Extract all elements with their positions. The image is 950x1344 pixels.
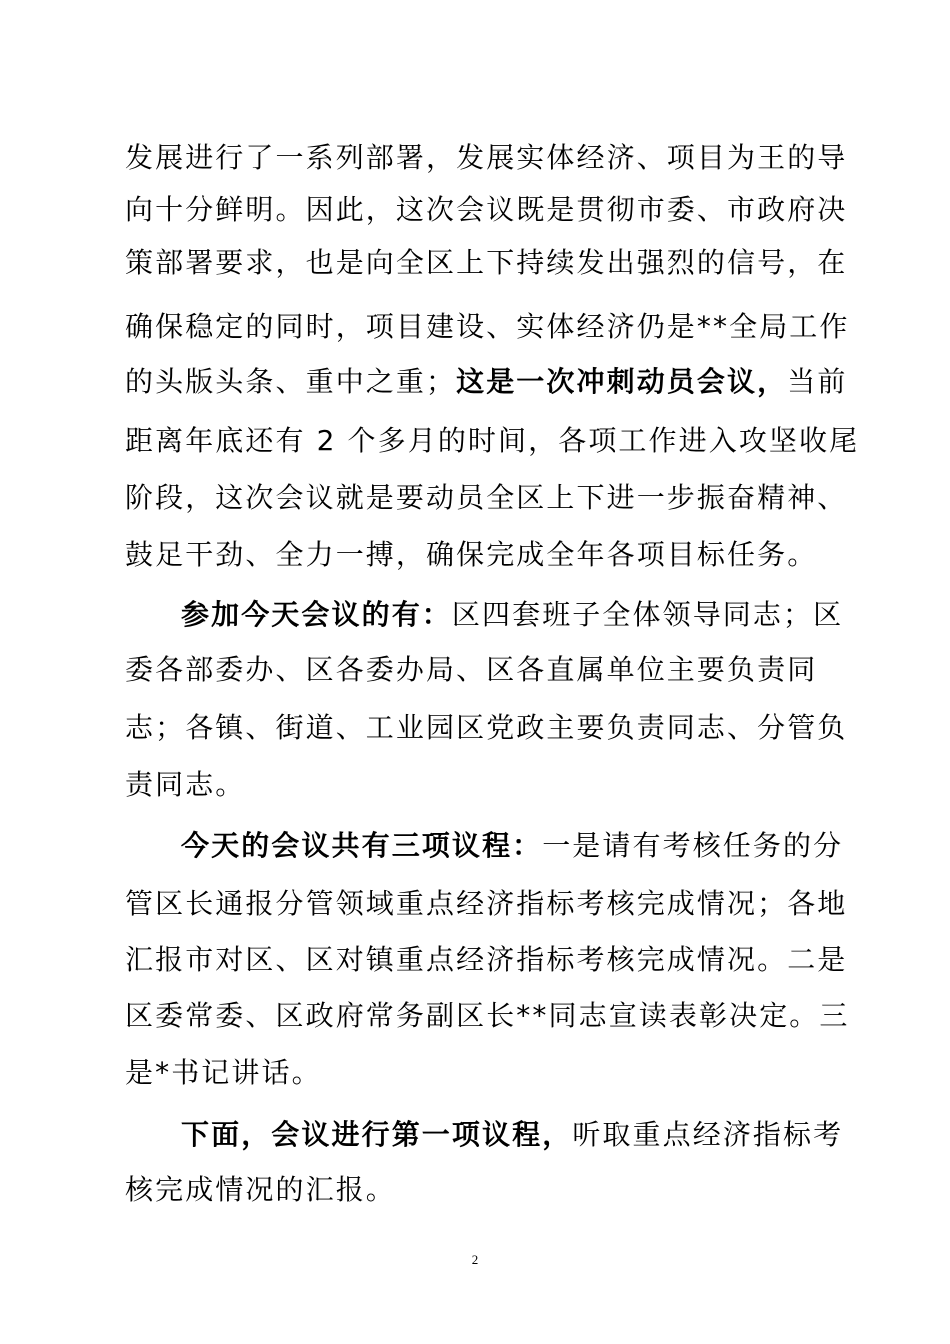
bold-text: 下面，会议进行第一项议程， [181,1118,573,1151]
text-line [125,708,847,748]
text-line [125,421,859,461]
text-run: 发展进行了一系列部署，发展实体经济、项目为王的导 [125,141,848,174]
text-line [125,1170,396,1210]
text-run: 距离年底还有 2 个多月的时间，各项工作进入攻坚收尾 [125,424,860,457]
text-run: 阶段，这次会议就是要动员全区上下进一步振奋精神、 [125,481,848,514]
text-line [181,1115,843,1155]
text-line [125,884,847,924]
text-run: 志；各镇、街道、工业园区党政主要负责同志、分管负 [125,711,848,744]
text-run: 核完成情况的汇报。 [125,1173,396,1206]
text-run: 区委常委、区政府常务副区长**同志宣读表彰决定。三 [125,999,850,1032]
text-run: 确保稳定的同时，项目建设、实体经济仍是**全局工作 [125,310,850,343]
text-line [125,535,817,575]
text-line [181,826,843,866]
bold-text: 这是一次冲刺动员会议， [456,365,788,398]
text-run: 向十分鲜明。因此，这次会议既是贯彻市委、市政府决 [125,193,848,226]
text-line [181,595,843,635]
text-run: 的头版头条、重中之重； [125,365,457,398]
text-line [125,243,847,283]
text-line [125,138,847,178]
text-run: 管区长通报分管领域重点经济指标考核完成情况；各地 [125,887,848,920]
text-run: 汇报市对区、区对镇重点经济指标考核完成情况。二是 [125,943,848,976]
text-run: 区四套班子全体领导同志；区 [451,598,844,631]
text-run: 鼓足干劲、全力一搏，确保完成全年各项目标任务。 [125,538,818,571]
text-line [125,478,847,518]
text-run: 委各部委办、区各委办局、区各直属单位主要负责同 [125,653,818,686]
text-line [125,650,817,690]
page-number: 2 [471,1252,479,1267]
bold-text: 参加今天会议的有： [181,598,452,631]
text-line [125,940,847,980]
text-line [125,307,850,347]
text-run: 当前 [787,365,848,398]
text-run: 是*书记讲话。 [125,1056,322,1089]
text-run: 策部署要求，也是向全区上下持续发出强烈的信号，在 [125,246,848,279]
text-line [125,996,850,1036]
text-line [125,190,847,230]
text-run: 听取重点经济指标考 [572,1118,844,1151]
text-line [125,362,847,402]
bold-text: 今天的会议共有三项议程： [181,829,543,862]
text-line [125,765,245,805]
text-run: 责同志。 [125,768,246,801]
text-run: 一是请有考核任务的分 [542,829,844,862]
text-line [125,1053,322,1093]
